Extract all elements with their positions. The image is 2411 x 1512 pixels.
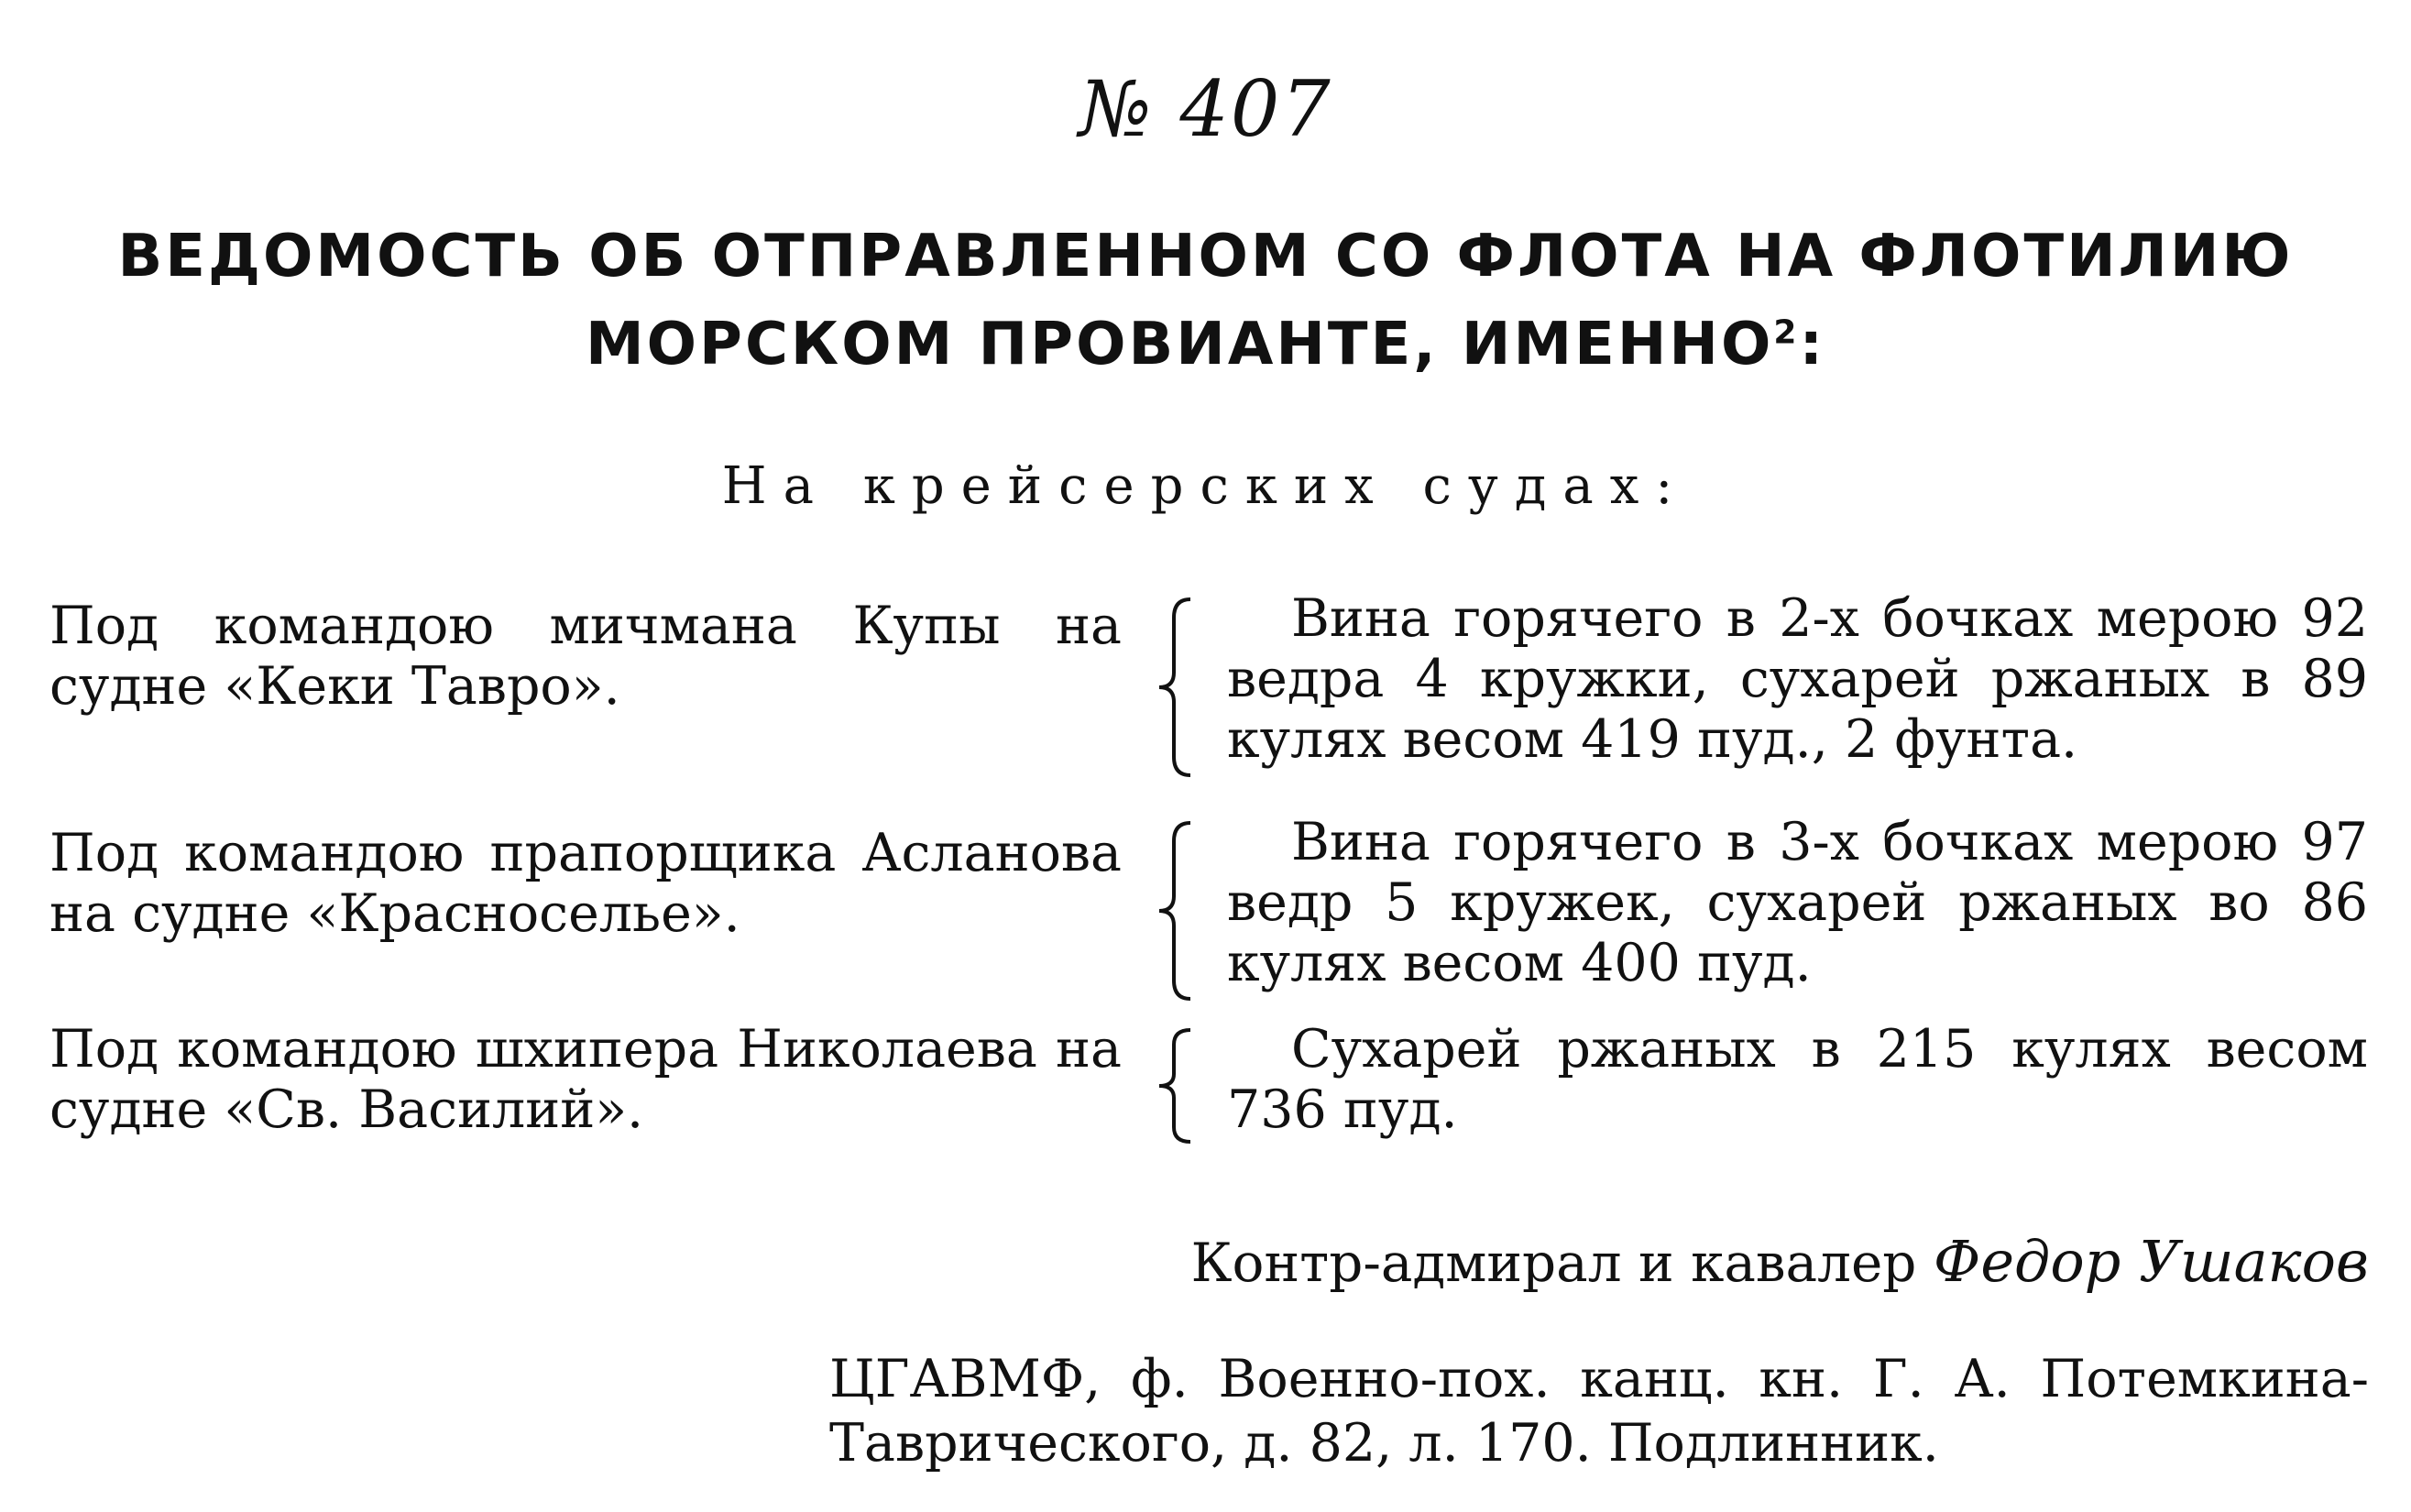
entry-command: Под командою шхипера Николаева на судне «Св. Василий». <box>49 1019 1122 1140</box>
document-title-line-2 <box>92 301 2319 389</box>
document-number: № 407 <box>1079 64 1332 154</box>
section-heading: На крейсерских судах: <box>721 456 1690 516</box>
brace-icon <box>1154 819 1200 1003</box>
brace-icon <box>1154 596 1200 779</box>
document-title-colon: : <box>1799 311 1826 378</box>
signature-name: Федор Ушаков <box>1933 1228 2369 1295</box>
document-title-line-1: ВЕДОМОСТЬ ОБ ОТПРАВЛЕННОМ СО ФЛОТА НА ФЛОТИЛИЮ <box>117 223 2294 290</box>
entry-provisions <box>1227 588 2368 770</box>
entry-provisions-text: Вина горячего в 2-х бочках мерою 92 ведра 4 кружки, сухарей ржаных в 89 кулях весом 419 пуд., 2 фунта. <box>1227 588 2368 770</box>
entry-provisions <box>1227 812 2368 993</box>
signature <box>1191 1228 2369 1295</box>
signature-rank: Контр-адмирал и кавалер <box>1190 1232 1917 1294</box>
entry-command: Под командою прапорщика Асланова на судне «Красноселье». <box>49 823 1122 944</box>
entry-provisions-text: Сухарей ржаных в 215 кулях весом 736 пуд. <box>1227 1019 2368 1140</box>
entry-command: Под командою мичмана Купы на судне «Кеки Тавро». <box>49 596 1122 717</box>
footnote-marker: 2 <box>1773 313 1800 352</box>
document-title <box>92 213 2319 389</box>
archive-reference: ЦГАВМФ, ф. Военно-пох. канц. кн. Г. А. Потемкина-Таврического, д. 82, л. 170. Подлинник. <box>829 1349 2369 1474</box>
entry-provisions-text: Вина горячего в 3-х бочках мерою 97 ведр 5 кружек, сухарей ржаных во 86 кулях весом 400 пуд. <box>1227 812 2368 993</box>
brace-icon <box>1154 1026 1200 1145</box>
entry-provisions <box>1227 1019 2368 1140</box>
document-title-line-2-text: МОРСКОМ ПРОВИАНТЕ, ИМЕННО <box>585 311 1774 378</box>
